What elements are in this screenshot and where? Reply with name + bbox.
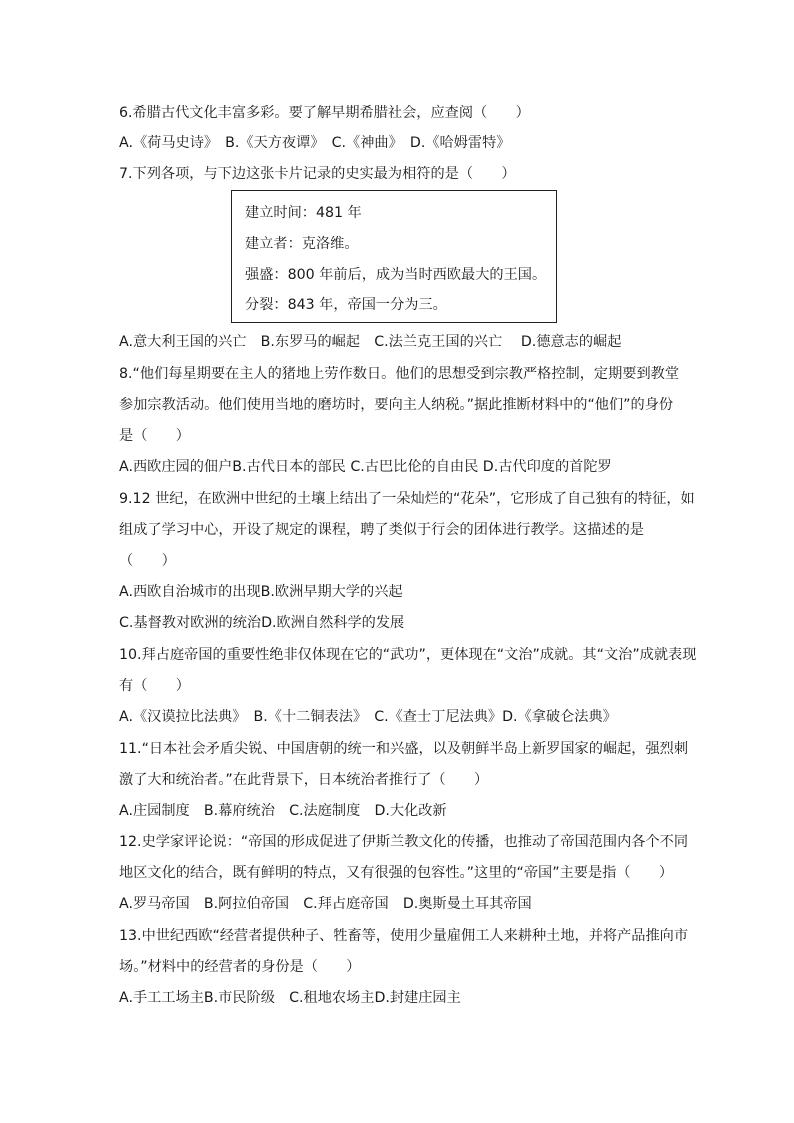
q11-options: A.庄园制度 B.幕府统治 C.法庭制度 D.大化改新 xyxy=(119,803,447,819)
q9-stem-line-2: 组成了学习中心，开设了规定的课程，聘了类似于行会的团体进行教学。这描述的是 xyxy=(119,522,644,538)
q10-stem-line-2: 有（ ） xyxy=(119,678,190,694)
q8-options: A.西欧庄园的佃户B.古代日本的部民 C.古巴比伦的自由民 D.古代印度的首陀罗 xyxy=(119,459,612,475)
q7-options: A.意大利王国的兴亡 B.东罗马的崛起 C.法兰克王国的兴亡 D.德意志的崛起 xyxy=(119,334,622,350)
q13-stem-line-2: 场。”材料中的经营者的身份是（ ） xyxy=(119,959,361,975)
history-card xyxy=(231,190,557,323)
q9-options-1: A.西欧自治城市的出现B.欧洲早期大学的兴起 xyxy=(119,584,403,600)
q8-stem-line-2: 参加宗教活动。他们使用当地的磨坊时，要向主人纳税。”据此推断材料中的“他们”的身份 xyxy=(119,397,674,413)
q10-options: A.《汉谟拉比法典》 B.《十二铜表法》 C.《查士丁尼法典》D.《拿破仑法典》 xyxy=(119,709,617,725)
q8-stem-line-3: 是（ ） xyxy=(119,428,190,444)
card-line-peak: 强盛：800 年前后，成为当时西欧最大的王国。 xyxy=(245,267,547,283)
card-line-split: 分裂：843 年，帝国一分为三。 xyxy=(245,297,447,313)
q6-stem: 6.希腊古代文化丰富多彩。要了解早期希腊社会，应查阅（ ） xyxy=(119,105,530,121)
q13-stem-line-1: 13.中世纪西欧“经营者提供种子、牲畜等，使用少量雇佣工人来耕种土地，并将产品推向市 xyxy=(119,928,689,944)
q12-stem-line-2: 地区文化的结合，既有鲜明的特点，又有很强的包容性。”这里的“帝国”主要是指（ ） xyxy=(119,865,674,881)
q11-stem-line-2: 激了大和统治者。”在此背景下，日本统治者推行了（ ） xyxy=(119,772,489,788)
q11-stem-line-1: 11.“日本社会矛盾尖锐、中国唐朝的统一和兴盛，以及朝鲜半岛上新罗国家的崛起，强烈刺 xyxy=(119,741,689,757)
card-line-founded: 建立时间：481 年 xyxy=(245,205,362,221)
q9-stem-line-3: （ ） xyxy=(119,553,176,569)
q12-options: A.罗马帝国 B.阿拉伯帝国 C.拜占庭帝国 D.奥斯曼土耳其帝国 xyxy=(119,896,532,912)
q12-stem-line-1: 12.史学家评论说：“帝国的形成促进了伊斯兰教文化的传播，也推动了帝国范围内各个不同 xyxy=(119,834,689,850)
q9-options-2: C.基督教对欧洲的统治D.欧洲自然科学的发展 xyxy=(119,615,405,631)
q13-options: A.手工工场主B.市民阶级 C.租地农场主D.封建庄园主 xyxy=(119,990,461,1006)
q9-stem-line-1: 9.12 世纪，在欧洲中世纪的土壤上结出了一朵灿烂的“花朵”，它形成了自己独有的特征，如 xyxy=(119,491,695,507)
q6-options: A.《荷马史诗》 B.《天方夜谭》 C.《神曲》 D.《哈姆雷特》 xyxy=(119,135,511,151)
card-line-founder: 建立者：克洛维。 xyxy=(245,236,359,252)
q8-stem-line-1: 8.“他们每星期要在主人的猪地上劳作数日。他们的思想受到宗教严格控制，定期要到教堂 xyxy=(119,366,680,382)
q7-stem: 7.下列各项，与下边这张卡片记录的史实最为相符的是（ ） xyxy=(119,166,516,182)
q10-stem-line-1: 10.拜占庭帝国的重要性绝非仅体现在它的“武功”，更体现在“文治”成就。其“文治”成就表现 xyxy=(119,647,697,663)
